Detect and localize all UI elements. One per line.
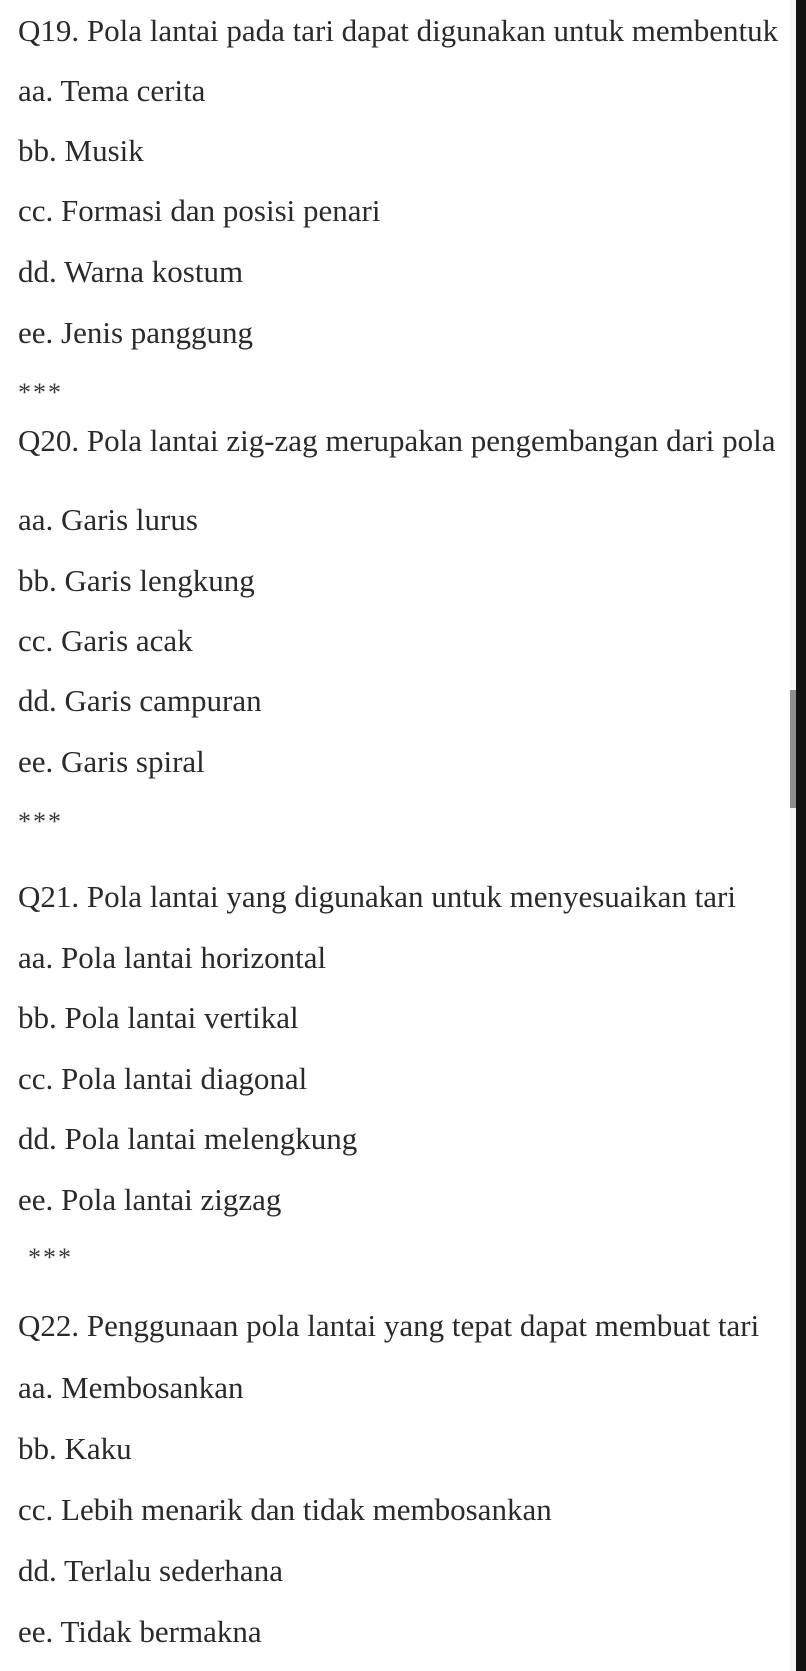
- option-q20-dd: dd. Garis campuran: [18, 683, 262, 718]
- separator: ***: [18, 378, 63, 407]
- option-q21-aa: aa. Pola lantai horizontal: [18, 940, 327, 975]
- option-q22-aa: aa. Membosankan: [18, 1370, 244, 1405]
- option-q19-cc: cc. Formasi dan posisi penari: [18, 193, 381, 228]
- separator: ***: [28, 1243, 73, 1272]
- separator: ***: [18, 807, 63, 836]
- option-q20-ee: ee. Garis spiral: [18, 744, 205, 779]
- option-q22-dd: dd. Terlalu sederhana: [18, 1553, 283, 1588]
- question-q21: Q21. Pola lantai yang digunakan untuk menyesuaikan tari: [18, 879, 736, 914]
- window-edge: [796, 0, 806, 1671]
- option-q21-bb: bb. Pola lantai vertikal: [18, 1000, 299, 1035]
- option-q20-bb: bb. Garis lengkung: [18, 563, 255, 598]
- question-q22: Q22. Penggunaan pola lantai yang tepat dapat membuat tari: [18, 1308, 760, 1343]
- option-q22-cc: cc. Lebih menarik dan tidak membosankan: [18, 1492, 552, 1527]
- option-q20-aa: aa. Garis lurus: [18, 502, 198, 537]
- question-q19: Q19. Pola lantai pada tari dapat digunakan untuk membentuk: [18, 13, 779, 48]
- option-q21-dd: dd. Pola lantai melengkung: [18, 1121, 358, 1156]
- option-q22-bb: bb. Kaku: [18, 1431, 132, 1466]
- option-q19-dd: dd. Warna kostum: [18, 254, 244, 289]
- option-q21-ee: ee. Pola lantai zigzag: [18, 1182, 282, 1217]
- option-q20-cc: cc. Garis acak: [18, 623, 193, 658]
- question-q20: Q20. Pola lantai zig-zag merupakan pengembangan dari pola: [18, 423, 776, 458]
- option-q19-bb: bb. Musik: [18, 133, 144, 168]
- option-q22-ee: ee. Tidak bermakna: [18, 1614, 262, 1649]
- option-q21-cc: cc. Pola lantai diagonal: [18, 1061, 308, 1096]
- option-q19-ee: ee. Jenis panggung: [18, 315, 254, 350]
- option-q19-aa: aa. Tema cerita: [18, 73, 206, 108]
